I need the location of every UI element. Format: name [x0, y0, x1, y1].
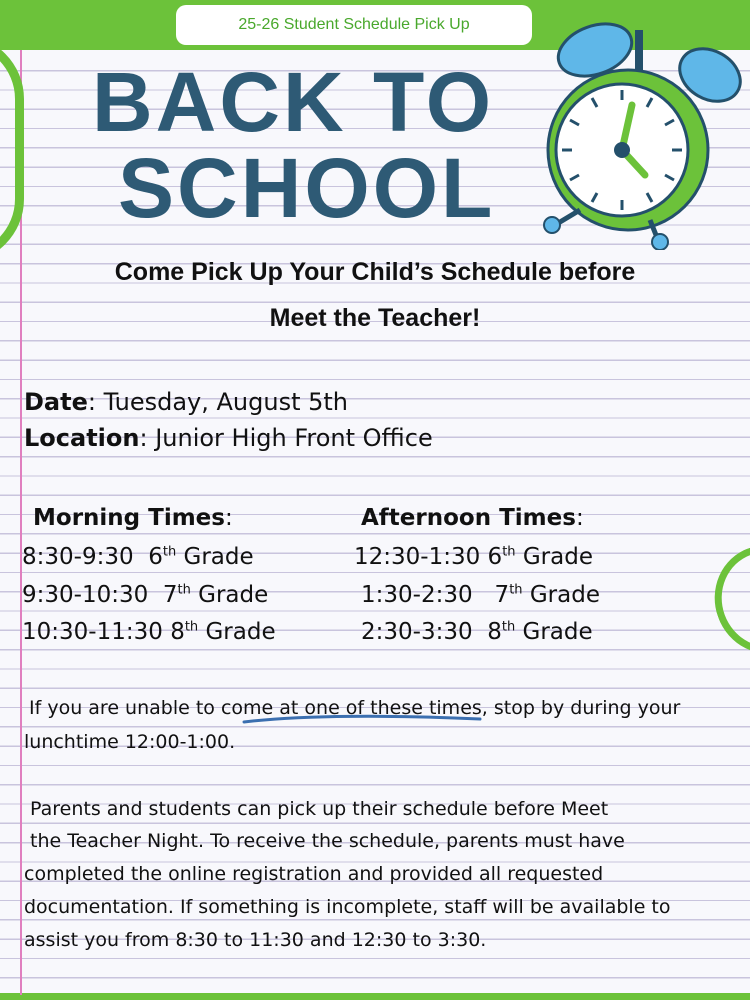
grade-suffix: th — [184, 619, 199, 635]
bottom-green-banner — [0, 993, 750, 1000]
morning-times-title — [33, 505, 233, 531]
grade-number: 7 — [162, 582, 178, 608]
grade-number: 6 — [148, 544, 163, 570]
grade-number: 8 — [487, 619, 502, 645]
headline-line2: SCHOOL — [118, 141, 496, 235]
grade-number: 6 — [487, 544, 503, 570]
note-line: lunchtime 12:00-1:00. — [24, 731, 236, 753]
date-line — [24, 388, 348, 416]
morning-row — [22, 544, 254, 570]
grade-number: 7 — [494, 582, 510, 608]
subheading-line1: Come Pick Up Your Child’s Schedule before — [114, 258, 636, 286]
info-line: Parents and students can pick up their schedule before Meet — [30, 798, 609, 820]
info-line: completed the online registration and provided all requested — [24, 863, 604, 885]
morning-title-text: Morning Times — [33, 505, 225, 531]
afternoon-title-text: Afternoon Times — [361, 505, 576, 531]
note-line: If you are unable to come at one of these times, stop by during your — [29, 697, 681, 719]
morning-time: 9:30-10:30 — [22, 582, 149, 608]
location-value: : Junior High Front Office — [139, 424, 433, 452]
grade-suffix: th — [509, 582, 523, 598]
info-line: assist you from 8:30 to 11:30 and 12:30 to 3:30. — [24, 929, 487, 951]
grade-label: Grade — [522, 544, 593, 570]
location-line — [24, 424, 433, 452]
morning-row — [22, 619, 276, 645]
morning-row — [22, 582, 268, 608]
grade-label: Grade — [198, 582, 269, 608]
location-label: Location — [24, 424, 140, 452]
afternoon-row — [361, 582, 600, 608]
afternoon-row — [354, 544, 593, 570]
afternoon-time: 12:30-1:30 — [354, 544, 481, 570]
afternoon-times-title — [361, 505, 584, 531]
afternoon-title-colon: : — [575, 505, 584, 531]
grade-suffix: th — [502, 544, 516, 560]
grade-label: Grade — [183, 544, 254, 570]
afternoon-row — [361, 619, 593, 645]
grade-label: Grade — [205, 619, 276, 645]
headline-line1: BACK TO — [92, 55, 495, 149]
info-line: documentation. If something is incomplete, staff will be available to — [24, 896, 671, 918]
subheading-line2: Meet the Teacher! — [269, 304, 481, 332]
afternoon-time: 2:30-3:30 — [361, 619, 473, 645]
date-value: : Tuesday, August 5th — [87, 388, 348, 416]
grade-suffix: th — [162, 544, 177, 560]
header-pill-text: 25-26 Student Schedule Pick Up — [238, 16, 470, 33]
alarm-clock-icon — [540, 10, 750, 250]
underline-squiggle — [242, 713, 482, 725]
afternoon-time: 1:30-2:30 — [361, 582, 473, 608]
grade-label: Grade — [529, 582, 600, 608]
date-label: Date — [24, 388, 88, 416]
morning-time: 8:30-9:30 — [22, 544, 134, 570]
grade-label: Grade — [522, 619, 593, 645]
header-pill — [176, 5, 532, 45]
grade-suffix: th — [501, 619, 516, 635]
grade-number: 8 — [170, 619, 185, 645]
grade-suffix: th — [177, 582, 191, 598]
info-line: the Teacher Night. To receive the schedule, parents must have — [30, 830, 625, 852]
morning-time: 10:30-11:30 — [22, 619, 163, 645]
morning-title-colon: : — [224, 505, 233, 531]
